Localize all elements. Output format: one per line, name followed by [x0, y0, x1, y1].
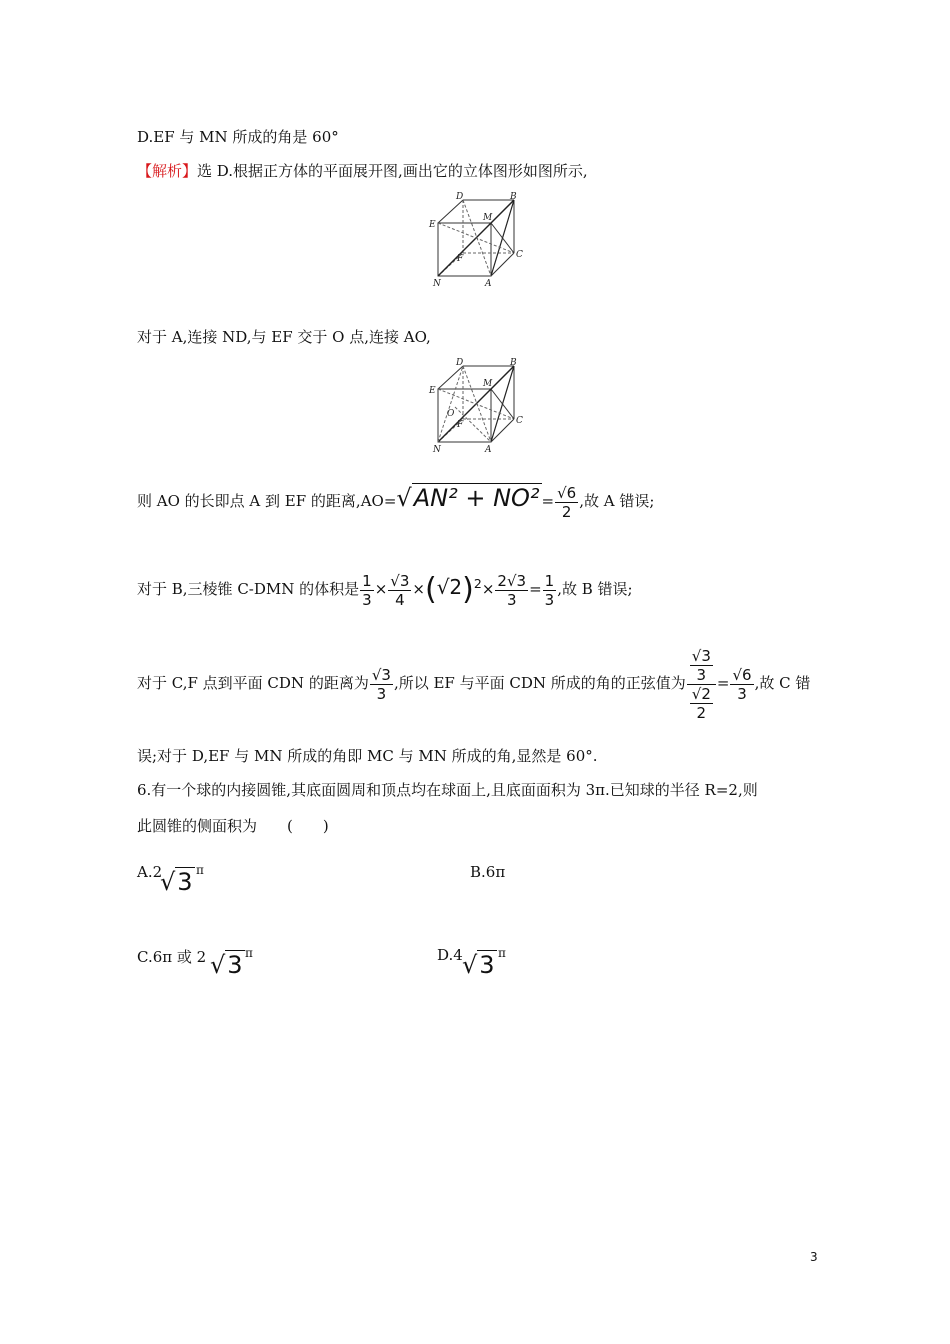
- analysis-tag: 【解析】: [137, 162, 198, 180]
- c-frac-3-num: √6: [732, 665, 752, 684]
- b-close-paren: ): [462, 572, 474, 607]
- ao-eq: =: [541, 492, 555, 510]
- ao-radical: √AN² + NO²: [396, 484, 540, 512]
- b-frac-1-num: 1: [362, 571, 372, 590]
- q6-option-d-pi: π: [498, 946, 506, 960]
- b-frac-3-den: 3: [506, 590, 517, 609]
- q6-option-c-pi: π: [245, 946, 253, 960]
- c-inner-bottom-den: 2: [696, 703, 707, 722]
- b-frac-2-den: 4: [395, 590, 405, 609]
- c-inner-top-num: √3: [691, 646, 711, 665]
- c-mid: ,所以 EF 与平面 CDN 所成的角的正弦值为: [393, 674, 686, 692]
- b-times-1: ×: [374, 580, 388, 598]
- c-frac-1-den: 3: [376, 684, 387, 703]
- q6-option-d: [437, 946, 463, 964]
- q6-option-d-radical: √3: [462, 951, 495, 979]
- b-open-paren: (: [424, 572, 437, 607]
- c-frac-1: [370, 666, 393, 703]
- b-frac-4: [543, 572, 557, 609]
- c-inner-top-den: 3: [696, 665, 707, 684]
- q6-option-c-radical: √3: [210, 951, 243, 979]
- fig1-label-d: D: [456, 192, 464, 202]
- q6-line-2: 此圆锥的侧面积为 ( ): [137, 817, 329, 835]
- c-frac-1-num: √3: [371, 665, 391, 684]
- fig2-label-c: C: [516, 416, 523, 426]
- c-frac-3-den: 3: [737, 684, 747, 703]
- b-volume-line: [137, 560, 633, 614]
- fig2-label-n: N: [433, 445, 441, 455]
- ao-fraction-den: 2: [561, 502, 572, 521]
- c-compound-numerator: [687, 647, 716, 685]
- d-conclusion-line: 误;对于 D,EF 与 MN 所成的角即 MC 与 MN 所成的角,显然是 60°.: [137, 747, 598, 765]
- fig2-label-e: E: [429, 386, 436, 396]
- b-frac-1: [360, 572, 374, 609]
- option-d-statement: D.EF 与 MN 所成的角是 60°: [137, 128, 339, 146]
- fig1-label-m: M: [483, 213, 493, 223]
- fig1-label-c: C: [516, 250, 523, 260]
- fig2-label-d: D: [456, 358, 464, 368]
- q6-line-1: 6.有一个球的内接圆锥,其底面圆周和顶点均在球面上,且底面面积为 3π.已知球的半径 R=2,则: [137, 781, 758, 799]
- q6-option-c-radicand: 3: [227, 951, 243, 979]
- b-frac-3: [495, 572, 528, 609]
- c-inner-bottom-num: √2: [691, 684, 711, 703]
- ao-prefix-text: 则 AO 的长即点 A 到 EF 的距离,AO=: [137, 492, 397, 510]
- c-prefix: 对于 C,F 点到平面 CDN 的距离为: [137, 674, 369, 692]
- c-inner-frac-bottom: [690, 685, 713, 722]
- cube-figure-1: [425, 190, 530, 290]
- fig1-label-b: B: [510, 192, 517, 202]
- page-number: 3: [810, 1250, 818, 1264]
- q6-option-a-prefix: A.2: [137, 863, 163, 881]
- b-frac-4-den: 3: [544, 590, 555, 609]
- fig2-label-o: O: [447, 409, 455, 419]
- b-suffix: ,故 B 错误;: [557, 580, 633, 598]
- c-compound-denominator: [687, 685, 716, 722]
- analysis-text: 选 D.根据正方体的平面展开图,画出它的立体图形如图所示,: [197, 162, 588, 180]
- ao-fraction: [555, 484, 578, 521]
- b-exponent: 2: [473, 576, 482, 591]
- c-eq: =: [716, 674, 730, 692]
- b-inner-sqrt: √2: [436, 575, 463, 599]
- q6-option-d-radicand: 3: [479, 951, 495, 979]
- ao-suffix: ,故 A 错误;: [579, 492, 655, 510]
- c-compound-frac: [687, 647, 716, 722]
- q6-option-d-prefix: D.4: [437, 946, 463, 964]
- b-eq: =: [529, 580, 542, 598]
- fig2-label-a: A: [485, 445, 492, 455]
- q6-option-a-pi: π: [196, 863, 204, 877]
- c-suffix: ,故 C 错: [754, 674, 811, 692]
- c-sine-line: [137, 645, 810, 722]
- fig2-label-m: M: [483, 379, 493, 389]
- ao-distance-line: [137, 478, 654, 521]
- q6-option-a-radicand: 3: [177, 868, 193, 896]
- c-frac-3: [730, 666, 753, 703]
- q6-option-a-radical: √3: [160, 868, 193, 896]
- analysis-line: [137, 160, 588, 182]
- b-frac-4-num: 1: [544, 571, 555, 590]
- b-times-3: ×: [481, 580, 495, 598]
- b-frac-2-num: √3: [390, 571, 410, 590]
- fig1-label-f: F: [457, 254, 464, 264]
- q6-option-b: B.6π: [470, 863, 506, 881]
- b-prefix: 对于 B,三棱锥 C-DMN 的体积是: [137, 580, 360, 598]
- q6-option-c-prefix: C.6π 或 2: [137, 948, 207, 966]
- text-option-a-intro: 对于 A,连接 ND,与 EF 交于 O 点,连接 AO,: [137, 328, 431, 346]
- q6-option-c: [137, 946, 206, 967]
- b-times-2: ×: [412, 580, 425, 598]
- fig2-label-b: B: [510, 358, 517, 368]
- cube-figure-2: [425, 356, 530, 456]
- fig1-label-a: A: [485, 279, 492, 289]
- c-inner-frac-top: [690, 647, 713, 684]
- ao-radicand: AN² + NO²: [413, 484, 540, 512]
- fig2-label-f: F: [457, 420, 464, 430]
- b-frac-3-num: 2√3: [497, 571, 527, 590]
- b-frac-1-den: 3: [362, 590, 372, 609]
- fig1-label-e: E: [429, 220, 436, 230]
- fig1-label-n: N: [433, 279, 441, 289]
- b-frac-2: [388, 572, 411, 609]
- q6-option-a: [137, 863, 162, 881]
- ao-fraction-num: √6: [557, 483, 577, 502]
